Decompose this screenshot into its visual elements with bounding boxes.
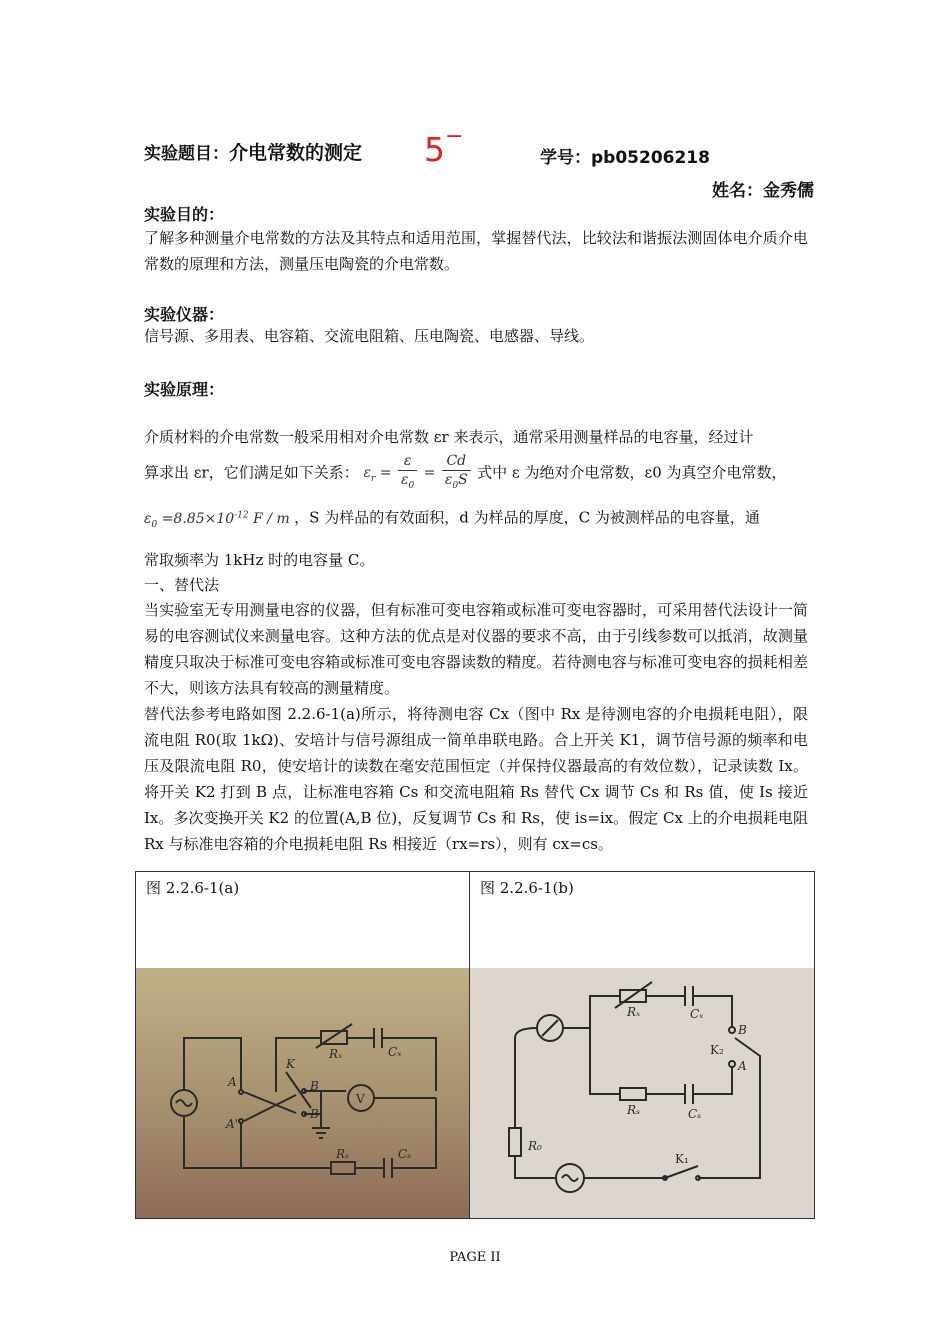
fig-b-label-K2: K₂ [710,1043,724,1057]
fig-a-label-Rs: Rₛ [336,1147,350,1161]
figure-a-circuit-photo [136,968,469,1218]
experiment-title [144,138,362,165]
formula-relative-permittivity: $\varepsilon_r$ = $\frac{\varepsilon}{\varepsilon_0}$ = $\frac{Cd}{\varepsilon_0S}$ [364,465,478,481]
fig-b-label-K1: K₁ [675,1152,689,1166]
instruments-heading: 实验仪器： [144,305,225,324]
purpose-text: 了解多种测量介电常数的方法及其特点和适用范围，掌握替代法，比较法和谐振法测固体电介质介电常数的原理和方法，测量压电陶瓷的介电常数。 [144,229,808,273]
figure-b-circuit-photo [470,968,814,1218]
fig-b-label-R0: R₀ [528,1139,542,1153]
principle-line-3-post: ，S 为样品的有效面积，d 为样品的厚度，C 为被测样品的电容量，通 [294,508,760,527]
fig-a-label-A: A [228,1075,237,1089]
purpose-heading: 实验目的： [144,205,225,224]
principle-line-2 [144,452,812,492]
grade-mark [424,124,464,169]
fig-b-label-Cs: Cₛ [688,1107,702,1121]
principle-line-4: 常取频率为 1kHz 时的电容量 C。 [144,551,375,569]
method-paragraph-1: 当实验室无专用测量电容的仪器，但有标准可变电容箱或标准可变电容器时，可采用替代法设计一简易的电容测试仪来测量电容。这种方法的优点是对仪器的要求不高，由于引线参数可以抵消，故测量精度只取决于标准可变电容箱或标准可变电容器读数的精度。若待测电容与标准可变电容的损耗相差不大，则该方法具有较高的测量精度。 [144,601,808,697]
principle-line-1: 介质材料的介电常数一般采用相对介电常数 εr 来表示，通常采用测量样品的电容量，经过计 [144,428,754,446]
formula-vacuum-permittivity: $\varepsilon_0 =8.85\times 10^{-12}$ F / m [144,510,290,530]
student-id: 学号：pb05206218 [540,148,710,168]
title-value: 介电常数的测定 [229,142,363,164]
fig-b-label-Rs: Rₛ [627,1103,641,1117]
figure-b-caption: 图 2.2.6-1(b) [480,879,574,897]
fig-b-label-A: A [738,1059,747,1073]
figure-table [135,871,815,1219]
grade-value: 5 [424,130,445,169]
fig-a-label-Cs: Cₛ [398,1147,412,1161]
figure-a-caption: 图 2.2.6-1(a) [146,879,240,897]
instruments-text: 信号源、多用表、电容箱、交流电阻箱、压电陶瓷、电感器、导线。 [144,327,595,345]
fig-a-label-A-prime: A' [226,1117,238,1131]
principle-heading: 实验原理： [144,380,225,399]
fig-a-label-Rx: Rₓ [329,1047,343,1061]
grade-minus: − [445,124,464,149]
fig-a-label-B: B [310,1079,319,1093]
principle-line-2-pre: 算求出 εr，它们满足如下关系： [144,463,359,482]
fig-a-label-B-prime: B' [310,1107,323,1121]
fig-b-label-Rx: Rₓ [627,1005,641,1019]
method-heading: 一、替代法 [144,576,220,594]
figure-cell-b [470,872,814,1218]
principle-line-2-post: 式中 ε 为绝对介电常数，ε0 为真空介电常数， [477,463,787,482]
page-footer: PAGE II [449,1250,501,1265]
fig-b-label-B: B [738,1023,747,1037]
fig-a-label-Cx: Cₓ [388,1045,402,1059]
student-name: 姓名：金秀儒 [712,181,814,201]
principle-line-3 [144,502,812,537]
figure-cell-a [136,872,470,1218]
method-paragraph-2: 替代法参考电路如图 2.2.6-1(a)所示，将待测电容 Cx（图中 Rx 是待测电容的介电损耗电阻），限流电阻 R0(取 1kΩ)、安培计与信号源组成一简单串联电路。合上开关 K1，调节信号源的频率和电压及限流电阻 R0，使安培计的读数在毫安范围恒定（并保持仪器最高的有效位数），记录读数 Ix。将开关 K2 打到 B 点，让标准电容箱 Cs 和交流电阻箱 Rs 替代 Cx 调节 Cs 和 Rs 值，使 Is 接近 Ix。多次变换开关 K2 的位置(A,B 位)，反复调节 Cs 和 Rs，使 is=ix。假定 Cx 上的介电损耗电阻 Rx 与标准电容箱的介电损耗电阻 Rs 相接近（rx=rs），则有 cx=cs。 [144,705,808,853]
fig-a-label-V: V [356,1092,365,1106]
fig-a-label-K: K [286,1057,295,1071]
fig-b-label-Cx: Cₓ [690,1007,704,1021]
title-label: 实验题目： [144,144,229,164]
